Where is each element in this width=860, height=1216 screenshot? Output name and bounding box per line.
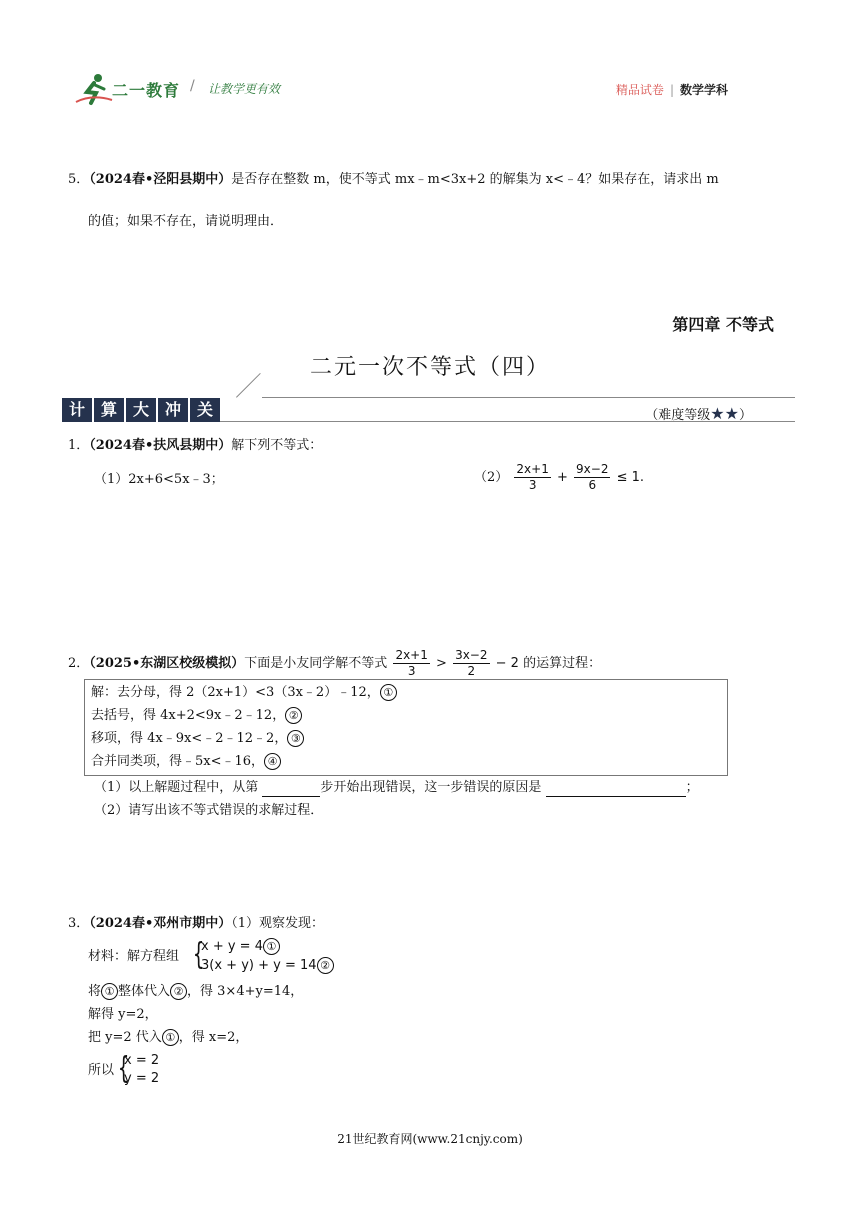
banner-char: 大 — [126, 398, 156, 422]
plus-sign: + — [557, 470, 568, 485]
q1-part2-label: （2） — [474, 470, 509, 485]
solution-step: 去括号，得 4x+2<9x﹣2﹣12， ② — [91, 707, 302, 725]
q2-number: 2． — [68, 656, 90, 671]
q5-source: （2024春•泾阳县期中） — [89, 172, 232, 187]
q5-line1 — [68, 171, 719, 189]
difficulty-rating — [645, 404, 752, 423]
q1-part2-tail: ≤ 1. — [616, 470, 645, 485]
q1-source: （2024春•扶风县期中） — [89, 438, 232, 453]
equation-2: 3(x + y) + y = 14 ② — [201, 957, 334, 974]
q2-stem — [68, 648, 601, 679]
step-marker: ② — [285, 707, 302, 724]
solution-step: 移项，得 4x﹣9x<﹣2﹣12﹣2， ③ — [91, 730, 304, 748]
banner-char: 冲 — [158, 398, 188, 422]
logo-text: 二一教育 — [112, 81, 181, 100]
star-icon: ★★ — [710, 404, 739, 423]
solution-box — [84, 679, 728, 776]
equation-marker: ① — [263, 938, 280, 955]
header-tags — [616, 81, 728, 98]
logo-divider: / — [190, 78, 195, 94]
q2-sub1: （1）以上解题过程中，从第 步开始出现错误，这一步错误的原因是 ； — [94, 780, 699, 795]
difficulty-close: ） — [738, 408, 752, 423]
brace-icon: { — [117, 1051, 130, 1086]
brace-icon: { — [192, 937, 205, 972]
q1-stem — [68, 437, 322, 455]
page-title: 二元一次不等式（四） — [309, 355, 550, 380]
q2-minus-two: − 2 — [495, 656, 519, 671]
section-banner — [62, 398, 222, 422]
tag-right: 数学学科 — [679, 83, 728, 97]
chapter-label: 第四章 不等式 — [672, 315, 774, 334]
solution-step: 合并同类项，得﹣5x<﹣16， ④ — [91, 753, 281, 771]
material-label: 材料：解方程组 — [88, 949, 180, 964]
answer-blank-reason[interactable] — [546, 782, 686, 797]
q3-substitute: 将 ① 整体代入 ② ，得 3×4+y=14， — [88, 984, 304, 999]
answer-blank-step[interactable] — [262, 782, 320, 797]
q2-text-pre: 下面是小友同学解不等式 — [244, 656, 388, 671]
q3-so-label: 所以 — [88, 1063, 115, 1078]
tag-separator: | — [669, 83, 674, 97]
difficulty-label: （难度等级 — [645, 408, 711, 423]
step-marker: ④ — [264, 753, 281, 770]
step-marker: ③ — [287, 730, 304, 747]
q1-fraction-2: $\frac{9x-2}{6}$ — [576, 462, 609, 492]
banner-char: 关 — [190, 398, 220, 422]
banner-char: 算 — [94, 398, 124, 422]
q2-fraction-1: $\frac{2x+1}{3}$ — [395, 648, 428, 678]
q3-solve-y: 解得 y=2， — [88, 1007, 158, 1022]
greater-than: > — [436, 656, 447, 671]
banner-topline — [262, 397, 795, 398]
solution-step: 解：去分母，得 2（2x+1）<3（3x﹣2）﹣12， ① — [91, 684, 397, 702]
q1-number: 1． — [68, 438, 90, 453]
q1-fraction-1: $\frac{2x+1}{3}$ — [516, 462, 549, 492]
q2-fraction-2: $\frac{3x-2}{2}$ — [455, 648, 488, 678]
step-marker: ① — [380, 684, 397, 701]
q5-number: 5． — [68, 172, 90, 187]
solution-y: y = 2 — [124, 1071, 160, 1086]
runner-logo-icon — [74, 72, 114, 108]
solution-x: x = 2 — [124, 1053, 160, 1068]
q1-part1: （1）2x+6<5x﹣3； — [94, 472, 224, 487]
q3-number: 3． — [68, 916, 90, 931]
q1-text: 解下列不等式： — [231, 438, 323, 453]
banner-char: 计 — [62, 398, 92, 422]
q2-text-post: 的运算过程： — [523, 656, 602, 671]
slogan: 让教学更有效 — [208, 82, 281, 96]
q1-part2 — [474, 462, 644, 493]
q2-source: （2025•东湖区校级模拟） — [89, 656, 245, 671]
q3-source: （2024春•邓州市期中） — [89, 916, 232, 931]
q5-text1: 是否存在整数 m，使不等式 mx﹣m<3x+2 的解集为 x<﹣4？如果存在，请求出 m — [231, 172, 719, 187]
q3-text: （1）观察发现： — [231, 916, 325, 931]
equation-1: x + y = 4 ① — [201, 938, 280, 955]
q3-back-sub: 把 y=2 代入 ① ，得 x=2， — [88, 1030, 249, 1045]
equation-marker: ② — [317, 957, 334, 974]
footer-credit: 21世纪教育网(www.21cnjy.com) — [337, 1132, 523, 1146]
tag-left: 精品试卷 — [615, 83, 664, 97]
q5-line2: 的值；如果不存在，请说明理由． — [88, 214, 284, 229]
q2-sub2: （2）请写出该不等式错误的求解过程． — [94, 803, 324, 818]
q3-stem — [68, 915, 324, 933]
